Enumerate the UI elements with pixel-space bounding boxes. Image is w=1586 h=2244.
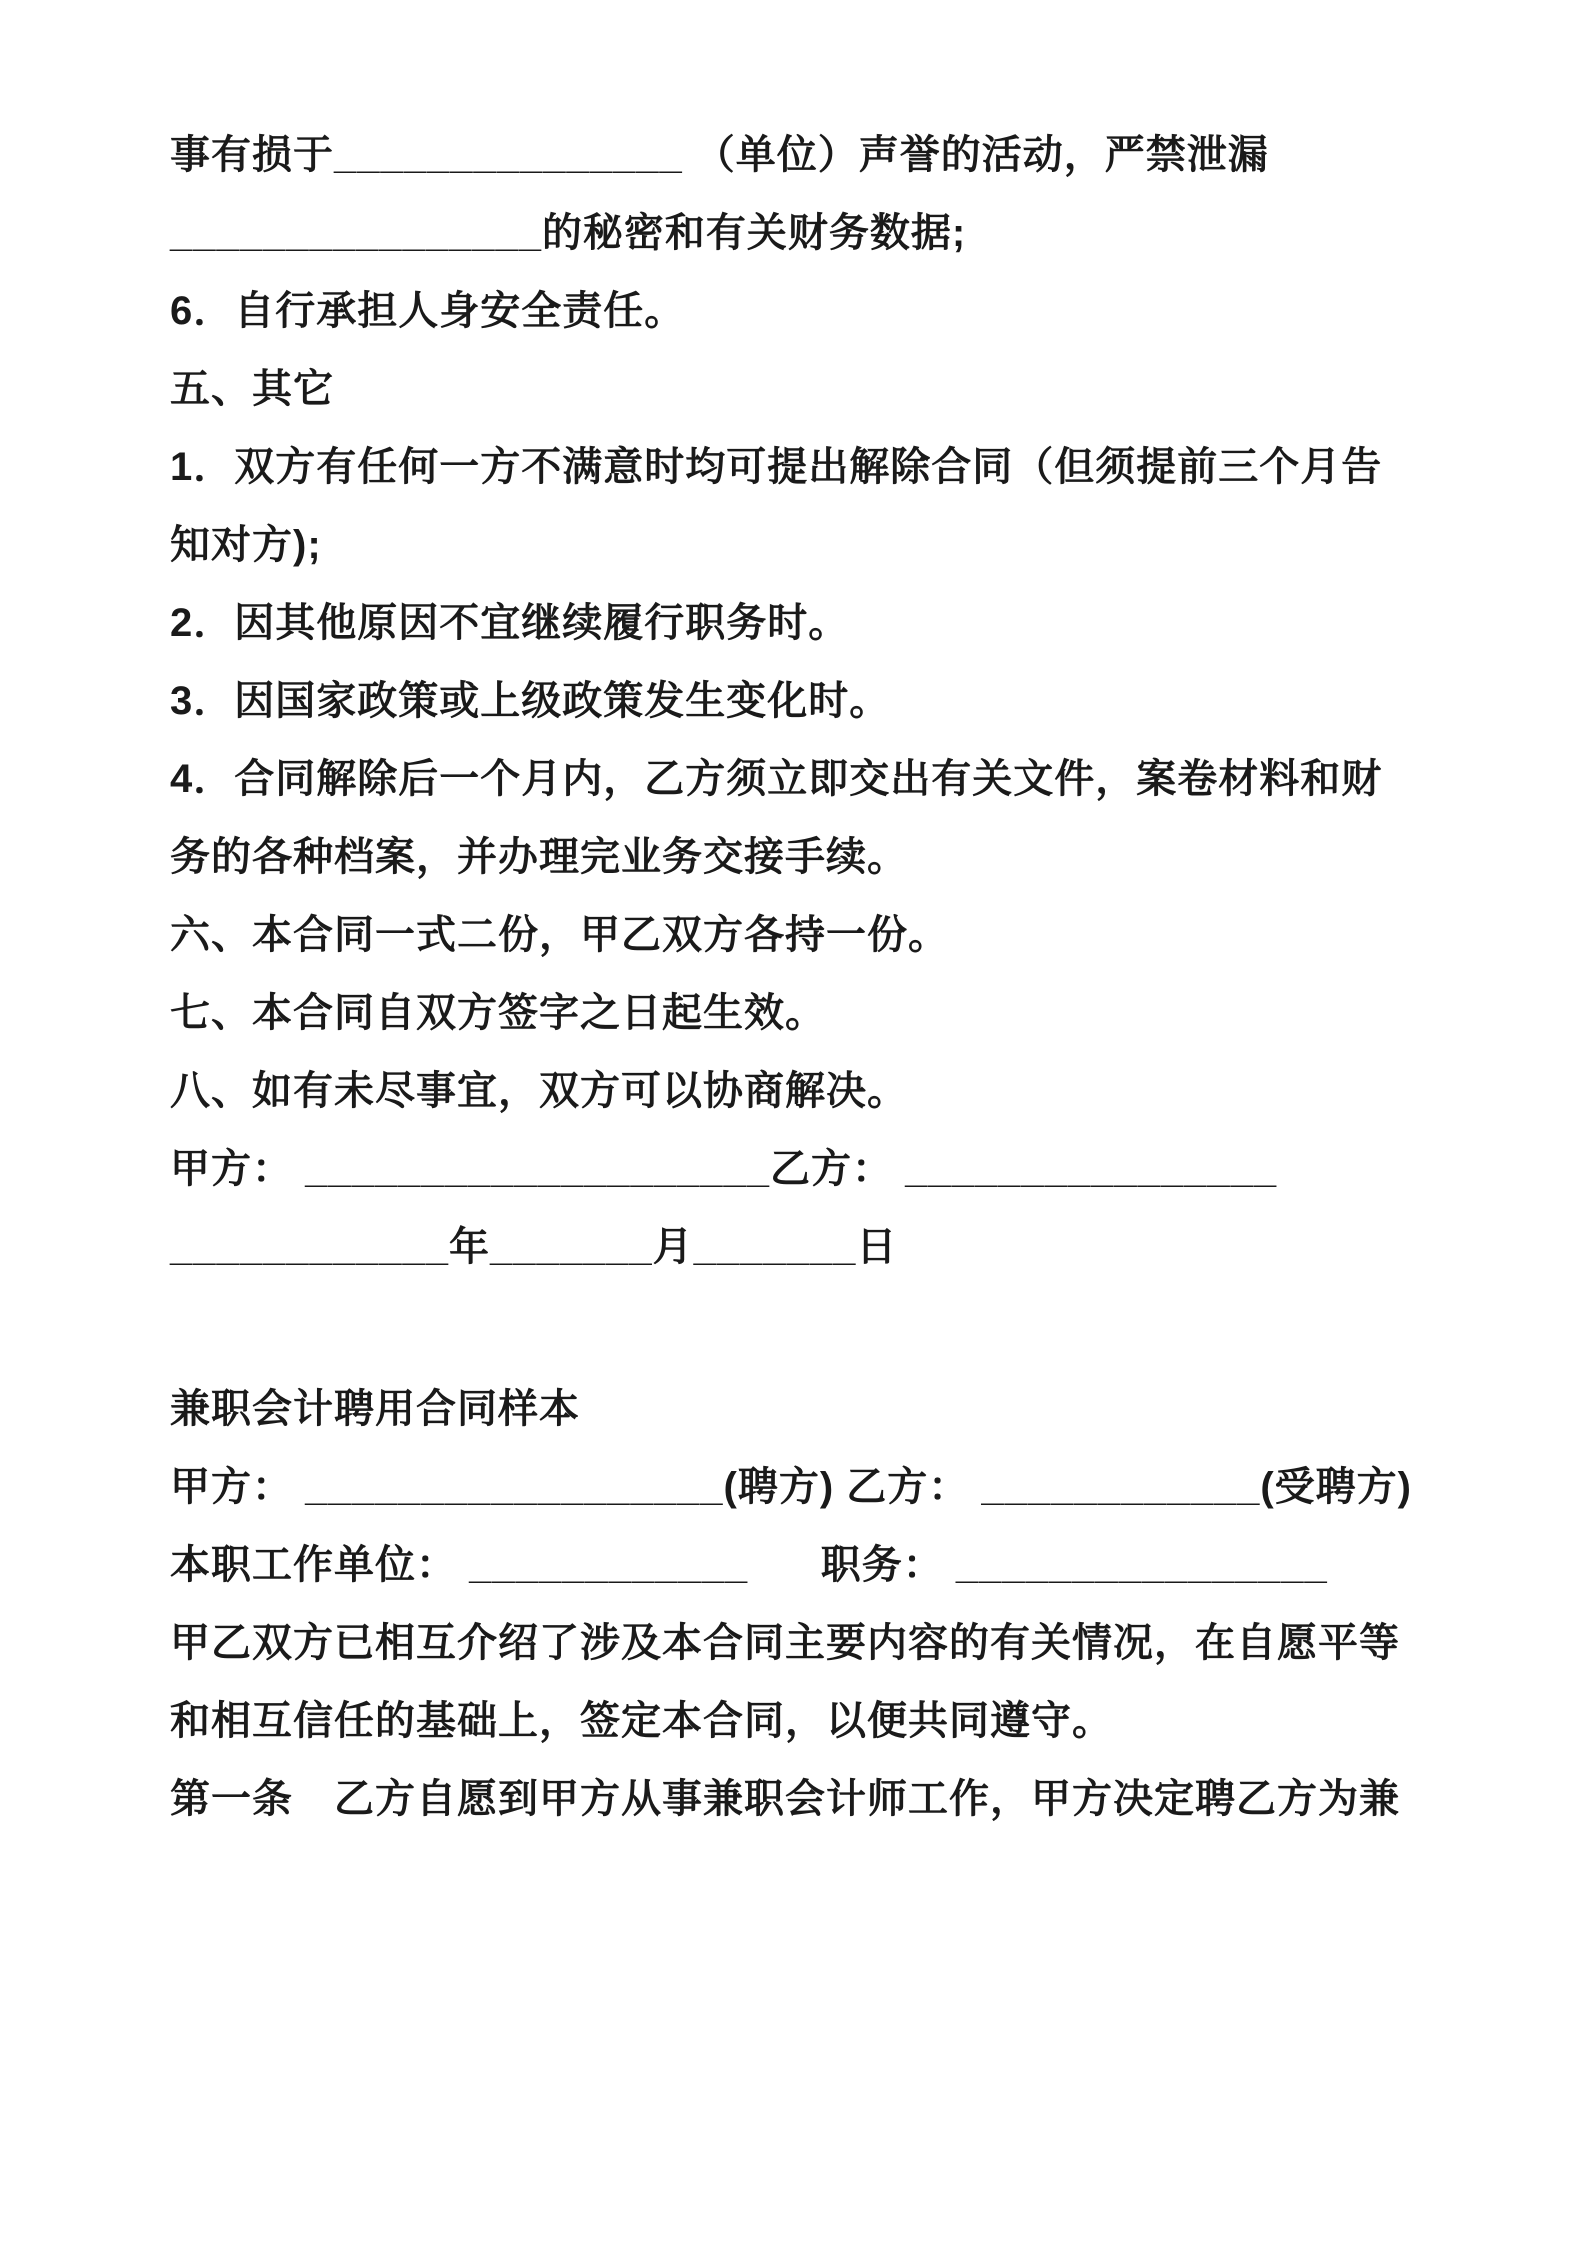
party-fill-line: 甲方： __________________(聘方) 乙方： ____________(受聘方) (170, 1465, 1413, 1509)
document-line: 1．双方有任何一方不满意时均可提出解除合同（但须提前三个月告 (170, 445, 1383, 489)
document-line: 2．因其他原因不宜继续履行职务时。 (170, 601, 850, 645)
document-line: 4．合同解除后一个月内，乙方须立即交出有关文件，案卷材料和财 (170, 757, 1383, 801)
party-signature-line: 甲方： ____________________乙方： ________________ (170, 1147, 1278, 1191)
document-line: ________________的秘密和有关财务数据; (170, 211, 967, 255)
document-line: 七、本合同自双方签字之日起生效。 (170, 991, 826, 1035)
document-line: 第一条 乙方自愿到甲方从事兼职会计师工作，甲方决定聘乙方为兼 (170, 1777, 1400, 1821)
document-line: 3．因国家政策或上级政策发生变化时。 (170, 679, 891, 723)
document-line: 事有损于_______________ （单位）声誉的活动，严禁泄漏 (170, 133, 1269, 177)
date-signature-line: ____________年_______月_______日 (170, 1225, 898, 1269)
work-unit-fill-line: 本职工作单位： ____________ 职务： ________________ (170, 1543, 1328, 1587)
document-line: 六、本合同一式二份，甲乙双方各持一份。 (170, 913, 949, 957)
document-line: 五、其它 (170, 367, 334, 411)
document-line: 八、如有未尽事宜，双方可以协商解决。 (170, 1069, 908, 1113)
document-line: 务的各种档案，并办理完业务交接手续。 (170, 835, 908, 879)
document-line: 甲乙双方已相互介绍了涉及本合同主要内容的有关情况，在自愿平等 (170, 1621, 1400, 1665)
section-heading: 兼职会计聘用合同样本 (170, 1387, 580, 1431)
document-line: 和相互信任的基础上，签定本合同，以便共同遵守。 (170, 1699, 1113, 1743)
document-line: 6．自行承担人身安全责任。 (170, 289, 686, 333)
document-line: 知对方); (170, 523, 322, 567)
